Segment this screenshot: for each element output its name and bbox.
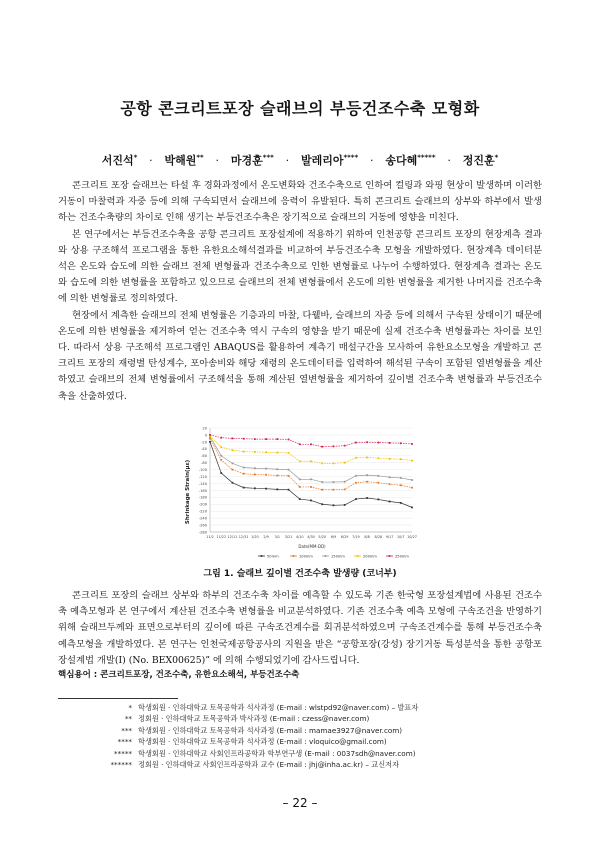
legend-marker — [357, 555, 359, 557]
x-tick-label: 3/1 — [274, 535, 281, 539]
footnote — [58, 759, 542, 770]
author-name: 마경훈 — [230, 154, 263, 167]
data-point — [220, 472, 222, 474]
footnote-mark: **** — [117, 737, 132, 747]
author-mark: *** — [262, 153, 274, 162]
data-point — [232, 462, 234, 464]
x-tick-label: 1/20 — [251, 535, 259, 539]
data-point — [333, 445, 335, 447]
author-mark: * — [494, 153, 499, 162]
data-point — [288, 452, 290, 454]
series-line-100mm — [210, 438, 412, 489]
data-point — [400, 458, 402, 460]
series-line-50mm — [210, 442, 412, 508]
author-mark: * — [133, 153, 138, 162]
author-name: 서진석 — [101, 154, 134, 167]
footnote — [58, 713, 542, 724]
y-tick-label: -100 — [198, 468, 207, 472]
data-point — [321, 503, 323, 505]
author-separator: · — [285, 154, 290, 167]
chart-x-ticks — [206, 535, 417, 539]
legend-label: 150mm — [331, 554, 345, 559]
data-point — [355, 475, 357, 477]
data-point — [243, 451, 245, 453]
footnote-text: 학생회원 · 인하대학교 토목공학과 석사과정 (E-mail : vloquico@gmail.com) — [138, 737, 387, 747]
data-point — [310, 478, 312, 480]
legend-label: 200mm — [363, 554, 377, 559]
data-point — [265, 488, 267, 490]
footnote-text: 학생회원 · 인하대학교 토목공학과 석사과정 (E-mail : wlstpd92@naver.com) – 발표자 — [138, 703, 419, 712]
chart-y-ticks — [199, 426, 208, 534]
footnote-text: 학생회원 · 인하대학교 사회인프라공학과 학부연구생 (E-mail : 0037sdh@naver.com) — [138, 748, 416, 758]
x-tick-label: 8/28 — [374, 535, 383, 539]
y-tick-label: -180 — [198, 495, 207, 500]
data-point — [333, 462, 335, 464]
legend-marker — [261, 555, 263, 557]
x-tick-label: 4/30 — [307, 535, 315, 539]
footnote-text: 학생회원 · 인하대학교 토목공학과 석사과정 (E-mail : mamae3927@naver.com) — [138, 725, 403, 735]
paragraph: 콘크리트 포장의 슬래브 상부와 하부의 건조수축 차이를 예측할 수 있도록 기존 한국형 포장설계법에 사용된 건조수축 예측모형과 본 연구에서 계산된 건조수축 변형률을 비교분석하였다. 기존 건조수축 예측 모형에 구속조건을 반영하기 위해 슬래브두께와 표면으로부터의 깊이에 따른 구속조건계수를 회귀분석하였으며 구속조건계수를 통해 부등건조수축 예측모형을 개발하였다. 본 연구는 인천국제공항공사의 지원을 받은 “공항포장(강성) 장기거동 특성분석을 통한 공항포장설계법 개발(Ⅰ) (No. BEX00625)” 에 의해 수행되었기에 감사드립니다. — [58, 590, 542, 666]
x-tick-label: 5/20 — [318, 535, 327, 539]
author-separator: · — [369, 154, 374, 167]
footnotes — [58, 702, 542, 770]
data-point — [400, 442, 402, 444]
y-tick-label: -280 — [198, 530, 207, 535]
data-point — [288, 469, 290, 471]
series-line-200mm — [210, 436, 412, 463]
data-point — [366, 474, 368, 476]
data-point — [288, 475, 290, 477]
x-tick-label: 11/22 — [216, 535, 227, 539]
data-point — [310, 460, 312, 462]
data-point — [389, 476, 391, 478]
data-point — [344, 462, 346, 464]
x-axis-label: Date(MM-DD) — [298, 544, 326, 549]
data-point — [344, 481, 346, 483]
data-point — [243, 467, 245, 469]
data-point — [232, 449, 234, 451]
data-point — [400, 484, 402, 486]
author-mark: **** — [343, 153, 359, 162]
data-point — [265, 438, 267, 440]
legend-label: 50mm — [267, 554, 279, 559]
author-name: 정진훈 — [462, 154, 495, 167]
data-point — [310, 443, 312, 445]
data-point — [355, 498, 357, 500]
x-tick-label: 3/21 — [284, 535, 293, 539]
data-point — [355, 482, 357, 484]
data-point — [333, 504, 335, 506]
x-tick-label: 6/29 — [340, 535, 349, 539]
data-point — [299, 498, 301, 500]
data-point — [321, 462, 323, 464]
y-tick-label: -20 — [201, 440, 207, 445]
data-point — [232, 482, 234, 484]
x-tick-label: 8/8 — [364, 535, 370, 539]
data-point — [220, 437, 222, 439]
data-point — [389, 483, 391, 485]
data-point — [220, 455, 222, 457]
figure-caption: 그림 1. 슬래브 깊이별 건조수축 발생량 (코너부) — [203, 569, 397, 579]
data-point — [377, 457, 379, 459]
x-tick-label: 12/11 — [227, 535, 238, 539]
author-mark: ***** — [417, 153, 436, 162]
data-point — [265, 474, 267, 476]
author-name: 송다혜 — [385, 154, 418, 167]
data-point — [276, 488, 278, 490]
data-point — [232, 469, 234, 471]
footnote — [58, 702, 542, 713]
data-point — [254, 467, 256, 469]
footnote-mark: ** — [124, 714, 132, 724]
data-point — [321, 446, 323, 448]
data-point — [366, 481, 368, 483]
data-point — [276, 468, 278, 470]
data-point — [411, 443, 413, 445]
y-tick-label: -160 — [198, 488, 207, 493]
data-point — [220, 446, 222, 448]
y-tick-label: -80 — [201, 461, 207, 466]
y-tick-label: -40 — [201, 447, 207, 452]
data-point — [344, 445, 346, 447]
data-point — [355, 442, 357, 444]
x-tick-label: 10/7 — [396, 535, 405, 539]
footnote-divider — [58, 698, 178, 699]
data-point — [333, 489, 335, 491]
chart-legend — [258, 554, 409, 558]
legend-label: 100mm — [299, 554, 313, 559]
y-tick-label: -120 — [198, 474, 207, 479]
y-tick-label: -140 — [198, 481, 207, 486]
footnote — [58, 748, 542, 759]
footnote-mark: * — [128, 703, 132, 712]
data-point — [288, 439, 290, 441]
data-point — [377, 442, 379, 444]
data-point — [254, 474, 256, 476]
data-point — [220, 459, 222, 461]
data-point — [299, 486, 301, 488]
data-point — [243, 473, 245, 475]
footnote — [58, 736, 542, 747]
shrinkage-strain-chart — [180, 424, 418, 566]
data-point — [299, 443, 301, 445]
footnote-mark: ****** — [110, 760, 132, 770]
data-point — [299, 478, 301, 480]
data-point — [321, 489, 323, 491]
data-point — [243, 487, 245, 489]
y-tick-label: -260 — [198, 523, 207, 528]
data-point — [411, 479, 413, 481]
legend-marker — [389, 555, 391, 557]
data-point — [389, 458, 391, 460]
x-tick-label: 2/9 — [263, 535, 269, 539]
y-tick-label: 20 — [202, 426, 207, 431]
x-tick-label: 6/9 — [330, 535, 337, 539]
data-point — [209, 441, 211, 443]
paragraph: 본 연구에서는 부등건조수축을 공항 콘크리트 포장설계에 적용하기 위하여 인천공항 콘크리트 포장의 현장계측 결과와 상용 구조해석 프로그램을 통한 유한요소해석결과를 비교하여 부등건조수축 모형을 개발하였다. 현장계측 데이터분석은 온도와 습도에 의한 슬래브 전체 변형률과 건조수축으로 인한 변형률로 나누어 수행하였다. 현장계측 결과는 온도와 습도에 의한 변형률을 포함하고 있으므로 슬래브의 전체 변형률에서 온도에 의한 변형률을 제거한 나머지를 건조수축에 의한 변형률로 정의하였다. — [58, 228, 542, 305]
data-point — [366, 441, 368, 443]
x-tick-label: 7/19 — [352, 535, 360, 539]
abstract-body — [58, 178, 542, 405]
data-point — [243, 438, 245, 440]
data-point — [377, 482, 379, 484]
data-point — [254, 451, 256, 453]
y-tick-label: -240 — [198, 516, 207, 521]
data-point — [276, 452, 278, 454]
data-point — [389, 442, 391, 444]
data-point — [276, 438, 278, 440]
data-point — [232, 438, 234, 440]
data-point — [310, 500, 312, 502]
data-point — [265, 451, 267, 453]
data-point — [265, 468, 267, 470]
data-point — [377, 475, 379, 477]
y-axis-label: Shrinkage Strain(με) — [185, 459, 191, 525]
data-point — [254, 438, 256, 440]
footnote-text: 정회원 · 인하대학교 사회인프라공학과 교수 (E-mail : jhj@inha.ac.kr) – 교신저자 — [138, 760, 400, 770]
x-tick-label: 9/17 — [385, 535, 394, 539]
data-point — [299, 460, 301, 462]
data-point — [411, 460, 413, 462]
x-tick-label: 11/2 — [206, 535, 214, 539]
author-mark: ** — [196, 153, 204, 162]
legend-label: 250mm — [395, 554, 409, 559]
author-name: 박해원 — [164, 154, 197, 167]
conclusion-body — [58, 588, 542, 669]
keywords-label: 핵심용어 : — [58, 670, 98, 680]
data-point — [355, 457, 357, 459]
data-point — [209, 434, 211, 436]
y-tick-label: 0 — [204, 433, 207, 438]
data-point — [366, 497, 368, 499]
page-number: – 22 – — [282, 796, 318, 810]
x-tick-label: 4/10 — [295, 535, 304, 539]
author-separator: · — [215, 154, 220, 167]
author-separator: · — [149, 154, 153, 167]
keywords — [58, 668, 299, 680]
paper-title: 공항 콘크리트포장 슬래브의 부등건조수축 모형화 — [120, 99, 480, 118]
y-tick-label: -60 — [201, 454, 207, 459]
y-tick-label: -200 — [198, 502, 207, 507]
author-list — [0, 152, 600, 168]
author-separator: · — [447, 154, 451, 167]
author-name: 발레리아 — [300, 154, 344, 167]
data-point — [389, 501, 391, 503]
data-point — [288, 489, 290, 491]
data-point — [276, 475, 278, 477]
footnote — [58, 725, 542, 736]
data-point — [310, 486, 312, 488]
data-point — [377, 499, 379, 501]
data-point — [254, 487, 256, 489]
data-point — [411, 487, 413, 489]
y-tick-label: -220 — [198, 509, 207, 514]
data-point — [344, 488, 346, 490]
data-point — [400, 477, 402, 479]
paragraph: 현장에서 계측한 슬래브의 전체 변형률은 기층과의 마찰, 다웰바, 슬래브의 자중 등에 의해서 구속된 상태이기 때문에 온도에 의한 변형률을 제거하여 얻는 건조수축 역시 구속의 영향을 받기 때문에 실제 건조수축 변형률과는 차이를 보인다. 따라서 상용 구조해석 프로그램인 ABAQUS를 활용하여 계측기 매설구간을 모사하여 유한요소모형을 개발하고 콘크리트 포장의 재령별 탄성계수, 포아송비와 해당 재령의 온도데이터를 입력하여 해석된 구속이 포함된 열변형률을 계산하였고 슬래브의 전체 변형률에서 구조해석을 통해 계산된 열변형률을 제거하여 깊이별 건조수축 변형률과 부등건조수축을 산출하였다. — [58, 309, 542, 402]
x-tick-label: 10/27 — [407, 535, 417, 539]
data-point — [321, 481, 323, 483]
footnote-mark: *** — [121, 725, 132, 735]
data-point — [344, 504, 346, 506]
data-point — [400, 502, 402, 504]
data-point — [366, 457, 368, 459]
footnote-text: 정회원 · 인하대학교 토목공학과 박사과정 (E-mail : czess@naver.com) — [138, 714, 370, 724]
keywords-values: 콘크리트포장, 건조수축, 유한요소해석, 부등건조수축 — [100, 670, 300, 680]
footnote-mark: ***** — [114, 748, 132, 758]
x-tick-label: 12/31 — [238, 535, 249, 539]
paragraph: 콘크리트 포장 슬래브는 타설 후 경화과정에서 온도변화와 건조수축으로 인하여 컬링과 와핑 현상이 발생하며 이러한 거동이 마찰력과 자중 등에 의해 구속되면서 슬래브에 응력이 유발된다. 특히 콘크리트 슬래브의 상부와 하부에서 발생하는 건조수축량의 차이로 인해 생기는 부등건조수축은 장기적으로 슬래브의 거동에 영향을 미친다. — [58, 180, 542, 224]
data-point — [411, 506, 413, 508]
data-point — [333, 481, 335, 483]
legend-marker — [293, 555, 295, 557]
legend-marker — [325, 555, 327, 557]
